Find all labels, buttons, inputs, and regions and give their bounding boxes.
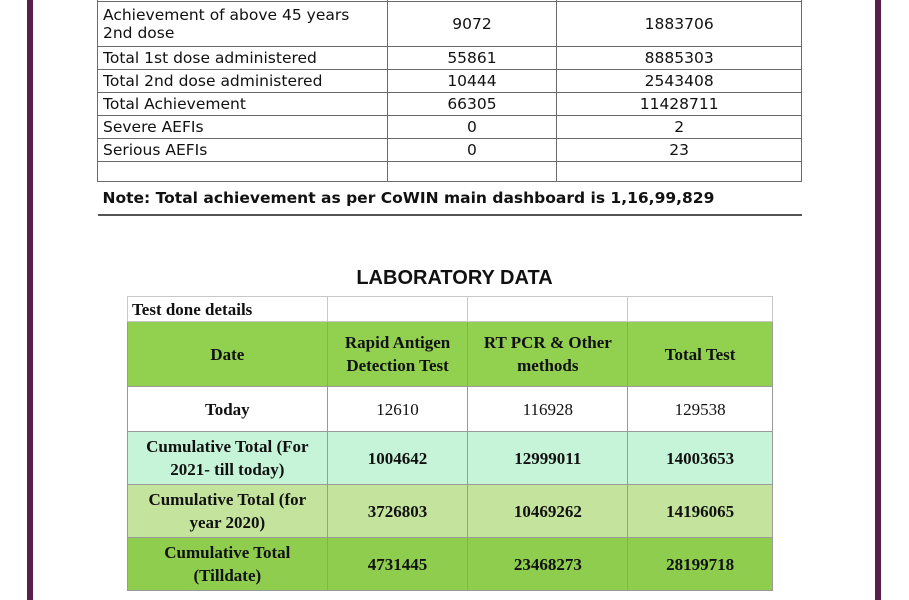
row-label: Cumulative Total (Tilldate) [128,538,328,591]
table-row [128,387,773,432]
table-row-blank [98,162,802,182]
rtpcr-value: 10469262 [468,485,628,538]
row-label: Total Achievement [98,93,388,116]
cumulative-value: 11428711 [557,93,802,116]
column-header-total: Total Test [628,322,773,387]
row-label: Total 1st dose administered [98,47,388,70]
table-row [128,538,773,591]
rapid-value: 3726803 [327,485,468,538]
rtpcr-value: 116928 [468,387,628,432]
today-value: 0 [387,116,557,139]
table-header-row [128,322,773,387]
table-row [128,432,773,485]
cumulative-value: 2543408 [557,70,802,93]
cumulative-value: 23 [557,139,802,162]
today-value: 9072 [387,2,557,47]
page-border-right [875,0,881,600]
table-row [98,139,802,162]
today-value: 0 [387,139,557,162]
laboratory-title: LABORATORY DATA [356,267,553,289]
today-value: 10444 [387,70,557,93]
table-caption-row [128,297,773,322]
column-header-date: Date [128,322,328,387]
today-value: 66305 [387,93,557,116]
note-row [98,182,802,216]
laboratory-table [127,296,773,591]
total-value: 28199718 [628,538,773,591]
row-label: Cumulative Total (For 2021- till today) [128,432,328,485]
rapid-value: 4731445 [327,538,468,591]
section-heading [0,267,909,290]
total-value: 14196065 [628,485,773,538]
cumulative-value: 1883706 [557,2,802,47]
row-label: Cumulative Total (for year 2020) [128,485,328,538]
total-value: 129538 [628,387,773,432]
page-border-left [27,0,33,600]
row-label: Total 2nd dose administered [98,70,388,93]
row-label: Severe AEFIs [98,116,388,139]
table-row [98,47,802,70]
dashboard-note: Note: Total achievement as per CoWIN main dashboard is 1,16,99,829 [98,182,802,216]
column-header-rapid: Rapid Antigen Detection Test [327,322,468,387]
table-caption: Test done details [128,297,328,322]
rapid-value: 12610 [327,387,468,432]
table-row [128,485,773,538]
column-header-rtpcr: RT PCR & Other methods [468,322,628,387]
table-row [98,116,802,139]
total-value: 14003653 [628,432,773,485]
cumulative-value: 2 [557,116,802,139]
table-row [98,70,802,93]
table-row [98,93,802,116]
vaccination-table [97,0,802,216]
today-value: 55861 [387,47,557,70]
rapid-value: 1004642 [327,432,468,485]
rtpcr-value: 23468273 [468,538,628,591]
cumulative-value: 8885303 [557,47,802,70]
row-label: Achievement of above 45 years 2nd dose [98,2,388,47]
row-label: Serious AEFIs [98,139,388,162]
row-label: Today [128,387,328,432]
rtpcr-value: 12999011 [468,432,628,485]
table-row [98,2,802,47]
